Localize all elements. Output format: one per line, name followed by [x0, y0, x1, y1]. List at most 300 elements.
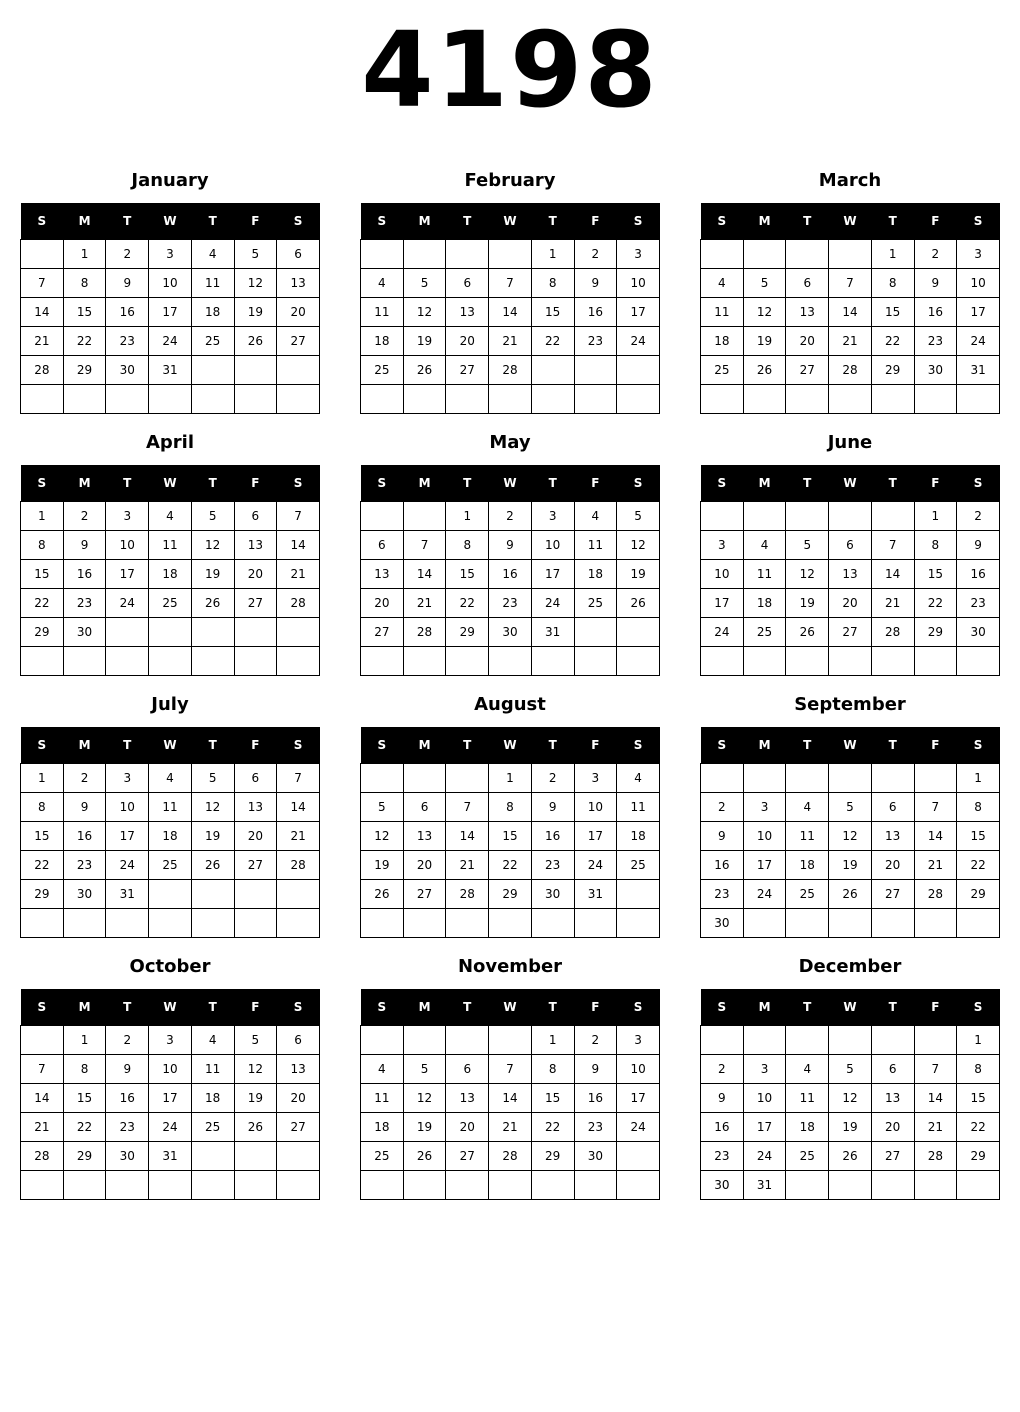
day-cell[interactable]: 6 [786, 269, 829, 298]
day-cell[interactable]: 22 [489, 851, 532, 880]
day-cell[interactable]: 1 [21, 764, 64, 793]
day-cell[interactable]: 5 [617, 502, 660, 531]
day-cell[interactable]: 28 [829, 356, 872, 385]
day-cell[interactable]: 27 [277, 327, 320, 356]
day-cell[interactable]: 5 [191, 764, 234, 793]
day-cell[interactable]: 23 [574, 327, 617, 356]
day-cell[interactable]: 28 [914, 880, 957, 909]
day-cell[interactable]: 3 [531, 502, 574, 531]
day-cell[interactable]: 26 [786, 618, 829, 647]
day-cell[interactable]: 29 [63, 1142, 106, 1171]
day-cell[interactable]: 5 [361, 793, 404, 822]
day-cell[interactable]: 26 [234, 1113, 277, 1142]
day-cell[interactable]: 11 [701, 298, 744, 327]
day-cell[interactable]: 13 [234, 793, 277, 822]
day-cell[interactable]: 28 [403, 618, 446, 647]
day-cell[interactable]: 2 [106, 1026, 149, 1055]
day-cell[interactable]: 6 [446, 1055, 489, 1084]
day-cell[interactable]: 11 [149, 793, 192, 822]
day-cell[interactable]: 3 [617, 240, 660, 269]
day-cell[interactable]: 30 [63, 618, 106, 647]
day-cell[interactable]: 29 [531, 1142, 574, 1171]
day-cell[interactable]: 3 [743, 1055, 786, 1084]
day-cell[interactable]: 12 [361, 822, 404, 851]
day-cell[interactable]: 20 [871, 1113, 914, 1142]
day-cell[interactable]: 7 [403, 531, 446, 560]
day-cell[interactable]: 27 [871, 1142, 914, 1171]
day-cell[interactable]: 25 [149, 589, 192, 618]
day-cell[interactable]: 6 [871, 793, 914, 822]
day-cell[interactable]: 28 [871, 618, 914, 647]
day-cell[interactable]: 5 [829, 1055, 872, 1084]
day-cell[interactable]: 11 [361, 1084, 404, 1113]
day-cell[interactable]: 20 [234, 822, 277, 851]
day-cell[interactable]: 6 [446, 269, 489, 298]
day-cell[interactable]: 29 [914, 618, 957, 647]
day-cell[interactable]: 12 [403, 298, 446, 327]
day-cell[interactable]: 7 [489, 269, 532, 298]
day-cell[interactable]: 21 [21, 1113, 64, 1142]
day-cell[interactable]: 29 [489, 880, 532, 909]
day-cell[interactable]: 4 [191, 240, 234, 269]
day-cell[interactable]: 15 [21, 560, 64, 589]
day-cell[interactable]: 25 [361, 356, 404, 385]
day-cell[interactable]: 15 [914, 560, 957, 589]
day-cell[interactable]: 5 [234, 240, 277, 269]
day-cell[interactable]: 6 [277, 1026, 320, 1055]
day-cell[interactable]: 24 [531, 589, 574, 618]
day-cell[interactable]: 8 [871, 269, 914, 298]
day-cell[interactable]: 9 [701, 822, 744, 851]
day-cell[interactable]: 27 [361, 618, 404, 647]
day-cell[interactable]: 2 [701, 793, 744, 822]
day-cell[interactable]: 7 [21, 269, 64, 298]
day-cell[interactable]: 5 [234, 1026, 277, 1055]
day-cell[interactable]: 4 [786, 793, 829, 822]
day-cell[interactable]: 7 [277, 502, 320, 531]
day-cell[interactable]: 20 [786, 327, 829, 356]
day-cell[interactable]: 29 [957, 1142, 1000, 1171]
day-cell[interactable]: 22 [21, 589, 64, 618]
day-cell[interactable]: 16 [574, 298, 617, 327]
day-cell[interactable]: 22 [21, 851, 64, 880]
day-cell[interactable]: 17 [149, 298, 192, 327]
day-cell[interactable]: 1 [957, 1026, 1000, 1055]
day-cell[interactable]: 19 [191, 560, 234, 589]
day-cell[interactable]: 5 [191, 502, 234, 531]
day-cell[interactable]: 15 [21, 822, 64, 851]
day-cell[interactable]: 24 [701, 618, 744, 647]
day-cell[interactable]: 4 [574, 502, 617, 531]
day-cell[interactable]: 29 [446, 618, 489, 647]
day-cell[interactable]: 3 [106, 502, 149, 531]
day-cell[interactable]: 10 [617, 269, 660, 298]
day-cell[interactable]: 20 [277, 298, 320, 327]
day-cell[interactable]: 9 [106, 1055, 149, 1084]
day-cell[interactable]: 24 [743, 880, 786, 909]
day-cell[interactable]: 11 [743, 560, 786, 589]
day-cell[interactable]: 1 [531, 1026, 574, 1055]
day-cell[interactable]: 23 [63, 851, 106, 880]
day-cell[interactable]: 18 [361, 1113, 404, 1142]
day-cell[interactable]: 11 [191, 1055, 234, 1084]
day-cell[interactable]: 23 [489, 589, 532, 618]
day-cell[interactable]: 25 [786, 880, 829, 909]
day-cell[interactable]: 14 [277, 531, 320, 560]
day-cell[interactable]: 22 [63, 327, 106, 356]
day-cell[interactable]: 17 [106, 822, 149, 851]
day-cell[interactable]: 8 [446, 531, 489, 560]
day-cell[interactable]: 13 [829, 560, 872, 589]
day-cell[interactable]: 24 [617, 327, 660, 356]
day-cell[interactable]: 28 [21, 356, 64, 385]
day-cell[interactable]: 3 [149, 240, 192, 269]
day-cell[interactable]: 24 [574, 851, 617, 880]
day-cell[interactable]: 8 [21, 531, 64, 560]
day-cell[interactable]: 4 [149, 502, 192, 531]
day-cell[interactable]: 13 [234, 531, 277, 560]
day-cell[interactable]: 12 [829, 1084, 872, 1113]
day-cell[interactable]: 24 [617, 1113, 660, 1142]
day-cell[interactable]: 23 [106, 1113, 149, 1142]
day-cell[interactable]: 25 [786, 1142, 829, 1171]
day-cell[interactable]: 31 [106, 880, 149, 909]
day-cell[interactable]: 17 [743, 1113, 786, 1142]
day-cell[interactable]: 1 [21, 502, 64, 531]
day-cell[interactable]: 27 [277, 1113, 320, 1142]
day-cell[interactable]: 12 [191, 531, 234, 560]
day-cell[interactable]: 19 [617, 560, 660, 589]
day-cell[interactable]: 24 [106, 589, 149, 618]
day-cell[interactable]: 29 [957, 880, 1000, 909]
day-cell[interactable]: 6 [234, 764, 277, 793]
day-cell[interactable]: 27 [446, 356, 489, 385]
day-cell[interactable]: 14 [277, 793, 320, 822]
day-cell[interactable]: 31 [531, 618, 574, 647]
day-cell[interactable]: 16 [531, 822, 574, 851]
day-cell[interactable]: 22 [446, 589, 489, 618]
day-cell[interactable]: 1 [63, 240, 106, 269]
day-cell[interactable]: 8 [531, 1055, 574, 1084]
day-cell[interactable]: 30 [914, 356, 957, 385]
day-cell[interactable]: 9 [574, 1055, 617, 1084]
day-cell[interactable]: 14 [21, 1084, 64, 1113]
day-cell[interactable]: 17 [617, 1084, 660, 1113]
day-cell[interactable]: 19 [234, 1084, 277, 1113]
day-cell[interactable]: 25 [191, 327, 234, 356]
day-cell[interactable]: 26 [361, 880, 404, 909]
day-cell[interactable]: 16 [106, 298, 149, 327]
day-cell[interactable]: 20 [234, 560, 277, 589]
day-cell[interactable]: 9 [531, 793, 574, 822]
day-cell[interactable]: 21 [446, 851, 489, 880]
day-cell[interactable]: 6 [234, 502, 277, 531]
day-cell[interactable]: 6 [277, 240, 320, 269]
day-cell[interactable]: 26 [403, 356, 446, 385]
day-cell[interactable]: 4 [786, 1055, 829, 1084]
day-cell[interactable]: 3 [701, 531, 744, 560]
day-cell[interactable]: 10 [701, 560, 744, 589]
day-cell[interactable]: 16 [489, 560, 532, 589]
day-cell[interactable]: 21 [403, 589, 446, 618]
day-cell[interactable]: 21 [829, 327, 872, 356]
day-cell[interactable]: 2 [489, 502, 532, 531]
day-cell[interactable]: 30 [106, 356, 149, 385]
day-cell[interactable]: 10 [106, 531, 149, 560]
day-cell[interactable]: 28 [446, 880, 489, 909]
day-cell[interactable]: 17 [531, 560, 574, 589]
day-cell[interactable]: 13 [361, 560, 404, 589]
day-cell[interactable]: 27 [446, 1142, 489, 1171]
day-cell[interactable]: 27 [871, 880, 914, 909]
day-cell[interactable]: 15 [489, 822, 532, 851]
day-cell[interactable]: 21 [21, 327, 64, 356]
day-cell[interactable]: 7 [446, 793, 489, 822]
day-cell[interactable]: 3 [106, 764, 149, 793]
day-cell[interactable]: 14 [914, 1084, 957, 1113]
day-cell[interactable]: 27 [234, 851, 277, 880]
day-cell[interactable]: 18 [786, 851, 829, 880]
day-cell[interactable]: 10 [149, 269, 192, 298]
day-cell[interactable]: 2 [106, 240, 149, 269]
day-cell[interactable]: 6 [403, 793, 446, 822]
day-cell[interactable]: 30 [701, 909, 744, 938]
day-cell[interactable]: 20 [361, 589, 404, 618]
day-cell[interactable]: 20 [403, 851, 446, 880]
day-cell[interactable]: 18 [617, 822, 660, 851]
day-cell[interactable]: 13 [446, 1084, 489, 1113]
day-cell[interactable]: 5 [786, 531, 829, 560]
day-cell[interactable]: 2 [63, 764, 106, 793]
day-cell[interactable]: 25 [617, 851, 660, 880]
day-cell[interactable]: 16 [914, 298, 957, 327]
day-cell[interactable]: 19 [361, 851, 404, 880]
day-cell[interactable]: 13 [403, 822, 446, 851]
day-cell[interactable]: 26 [191, 589, 234, 618]
day-cell[interactable]: 8 [914, 531, 957, 560]
day-cell[interactable]: 8 [21, 793, 64, 822]
day-cell[interactable]: 8 [63, 269, 106, 298]
day-cell[interactable]: 15 [871, 298, 914, 327]
day-cell[interactable]: 23 [701, 1142, 744, 1171]
day-cell[interactable]: 24 [149, 327, 192, 356]
day-cell[interactable]: 2 [63, 502, 106, 531]
day-cell[interactable]: 3 [149, 1026, 192, 1055]
day-cell[interactable]: 31 [149, 1142, 192, 1171]
day-cell[interactable]: 18 [786, 1113, 829, 1142]
day-cell[interactable]: 7 [914, 1055, 957, 1084]
day-cell[interactable]: 15 [63, 1084, 106, 1113]
day-cell[interactable]: 11 [191, 269, 234, 298]
day-cell[interactable]: 21 [871, 589, 914, 618]
day-cell[interactable]: 24 [743, 1142, 786, 1171]
day-cell[interactable]: 17 [574, 822, 617, 851]
day-cell[interactable]: 18 [361, 327, 404, 356]
day-cell[interactable]: 10 [531, 531, 574, 560]
day-cell[interactable]: 24 [106, 851, 149, 880]
day-cell[interactable]: 2 [574, 1026, 617, 1055]
day-cell[interactable]: 16 [701, 1113, 744, 1142]
day-cell[interactable]: 20 [277, 1084, 320, 1113]
day-cell[interactable]: 4 [701, 269, 744, 298]
day-cell[interactable]: 31 [574, 880, 617, 909]
day-cell[interactable]: 9 [63, 793, 106, 822]
day-cell[interactable]: 15 [957, 1084, 1000, 1113]
day-cell[interactable]: 5 [829, 793, 872, 822]
day-cell[interactable]: 10 [149, 1055, 192, 1084]
day-cell[interactable]: 10 [617, 1055, 660, 1084]
day-cell[interactable]: 25 [743, 618, 786, 647]
day-cell[interactable]: 26 [191, 851, 234, 880]
day-cell[interactable]: 29 [21, 618, 64, 647]
day-cell[interactable]: 28 [277, 589, 320, 618]
day-cell[interactable]: 11 [786, 822, 829, 851]
day-cell[interactable]: 19 [403, 327, 446, 356]
day-cell[interactable]: 18 [149, 560, 192, 589]
day-cell[interactable]: 10 [106, 793, 149, 822]
day-cell[interactable]: 11 [617, 793, 660, 822]
day-cell[interactable]: 25 [701, 356, 744, 385]
day-cell[interactable]: 17 [701, 589, 744, 618]
day-cell[interactable]: 11 [574, 531, 617, 560]
day-cell[interactable]: 16 [63, 822, 106, 851]
day-cell[interactable]: 19 [743, 327, 786, 356]
day-cell[interactable]: 18 [191, 298, 234, 327]
day-cell[interactable]: 11 [149, 531, 192, 560]
day-cell[interactable]: 27 [829, 618, 872, 647]
day-cell[interactable]: 19 [191, 822, 234, 851]
day-cell[interactable]: 9 [957, 531, 1000, 560]
day-cell[interactable]: 12 [743, 298, 786, 327]
day-cell[interactable]: 14 [21, 298, 64, 327]
day-cell[interactable]: 31 [149, 356, 192, 385]
day-cell[interactable]: 6 [361, 531, 404, 560]
day-cell[interactable]: 6 [871, 1055, 914, 1084]
day-cell[interactable]: 25 [149, 851, 192, 880]
day-cell[interactable]: 27 [234, 589, 277, 618]
day-cell[interactable]: 4 [743, 531, 786, 560]
day-cell[interactable]: 23 [914, 327, 957, 356]
day-cell[interactable]: 1 [957, 764, 1000, 793]
day-cell[interactable]: 2 [914, 240, 957, 269]
day-cell[interactable]: 16 [701, 851, 744, 880]
day-cell[interactable]: 10 [574, 793, 617, 822]
day-cell[interactable]: 7 [871, 531, 914, 560]
day-cell[interactable]: 9 [106, 269, 149, 298]
day-cell[interactable]: 25 [191, 1113, 234, 1142]
day-cell[interactable]: 4 [617, 764, 660, 793]
day-cell[interactable]: 15 [531, 298, 574, 327]
day-cell[interactable]: 20 [446, 1113, 489, 1142]
day-cell[interactable]: 16 [106, 1084, 149, 1113]
day-cell[interactable]: 3 [743, 793, 786, 822]
day-cell[interactable]: 14 [489, 298, 532, 327]
day-cell[interactable]: 26 [829, 1142, 872, 1171]
day-cell[interactable]: 2 [957, 502, 1000, 531]
day-cell[interactable]: 29 [21, 880, 64, 909]
day-cell[interactable]: 31 [957, 356, 1000, 385]
day-cell[interactable]: 5 [403, 1055, 446, 1084]
day-cell[interactable]: 12 [617, 531, 660, 560]
day-cell[interactable]: 15 [957, 822, 1000, 851]
day-cell[interactable]: 25 [574, 589, 617, 618]
day-cell[interactable]: 17 [149, 1084, 192, 1113]
day-cell[interactable]: 9 [701, 1084, 744, 1113]
day-cell[interactable]: 14 [446, 822, 489, 851]
day-cell[interactable]: 10 [743, 822, 786, 851]
day-cell[interactable]: 19 [234, 298, 277, 327]
day-cell[interactable]: 4 [149, 764, 192, 793]
day-cell[interactable]: 19 [786, 589, 829, 618]
day-cell[interactable]: 20 [871, 851, 914, 880]
day-cell[interactable]: 9 [574, 269, 617, 298]
day-cell[interactable]: 12 [786, 560, 829, 589]
day-cell[interactable]: 7 [829, 269, 872, 298]
day-cell[interactable]: 7 [914, 793, 957, 822]
day-cell[interactable]: 8 [489, 793, 532, 822]
day-cell[interactable]: 30 [489, 618, 532, 647]
day-cell[interactable]: 26 [234, 327, 277, 356]
day-cell[interactable]: 9 [63, 531, 106, 560]
day-cell[interactable]: 10 [957, 269, 1000, 298]
day-cell[interactable]: 1 [489, 764, 532, 793]
day-cell[interactable]: 23 [63, 589, 106, 618]
day-cell[interactable]: 22 [871, 327, 914, 356]
day-cell[interactable]: 23 [106, 327, 149, 356]
day-cell[interactable]: 2 [531, 764, 574, 793]
day-cell[interactable]: 18 [574, 560, 617, 589]
day-cell[interactable]: 22 [957, 1113, 1000, 1142]
day-cell[interactable]: 12 [829, 822, 872, 851]
day-cell[interactable]: 15 [446, 560, 489, 589]
day-cell[interactable]: 22 [531, 327, 574, 356]
day-cell[interactable]: 13 [446, 298, 489, 327]
day-cell[interactable]: 29 [63, 356, 106, 385]
day-cell[interactable]: 19 [829, 851, 872, 880]
day-cell[interactable]: 1 [446, 502, 489, 531]
day-cell[interactable]: 21 [914, 1113, 957, 1142]
day-cell[interactable]: 16 [957, 560, 1000, 589]
day-cell[interactable]: 1 [871, 240, 914, 269]
day-cell[interactable]: 14 [403, 560, 446, 589]
day-cell[interactable]: 27 [786, 356, 829, 385]
day-cell[interactable]: 22 [957, 851, 1000, 880]
day-cell[interactable]: 23 [574, 1113, 617, 1142]
day-cell[interactable]: 26 [403, 1142, 446, 1171]
day-cell[interactable]: 22 [914, 589, 957, 618]
day-cell[interactable]: 21 [277, 560, 320, 589]
day-cell[interactable]: 13 [786, 298, 829, 327]
day-cell[interactable]: 26 [617, 589, 660, 618]
day-cell[interactable]: 26 [743, 356, 786, 385]
day-cell[interactable]: 29 [871, 356, 914, 385]
day-cell[interactable]: 8 [531, 269, 574, 298]
day-cell[interactable]: 18 [701, 327, 744, 356]
day-cell[interactable]: 13 [871, 1084, 914, 1113]
day-cell[interactable]: 30 [957, 618, 1000, 647]
day-cell[interactable]: 5 [743, 269, 786, 298]
day-cell[interactable]: 17 [743, 851, 786, 880]
day-cell[interactable]: 14 [489, 1084, 532, 1113]
day-cell[interactable]: 3 [957, 240, 1000, 269]
day-cell[interactable]: 18 [191, 1084, 234, 1113]
day-cell[interactable]: 5 [403, 269, 446, 298]
day-cell[interactable]: 10 [743, 1084, 786, 1113]
day-cell[interactable]: 21 [277, 822, 320, 851]
day-cell[interactable]: 26 [829, 880, 872, 909]
day-cell[interactable]: 11 [786, 1084, 829, 1113]
day-cell[interactable]: 28 [489, 356, 532, 385]
